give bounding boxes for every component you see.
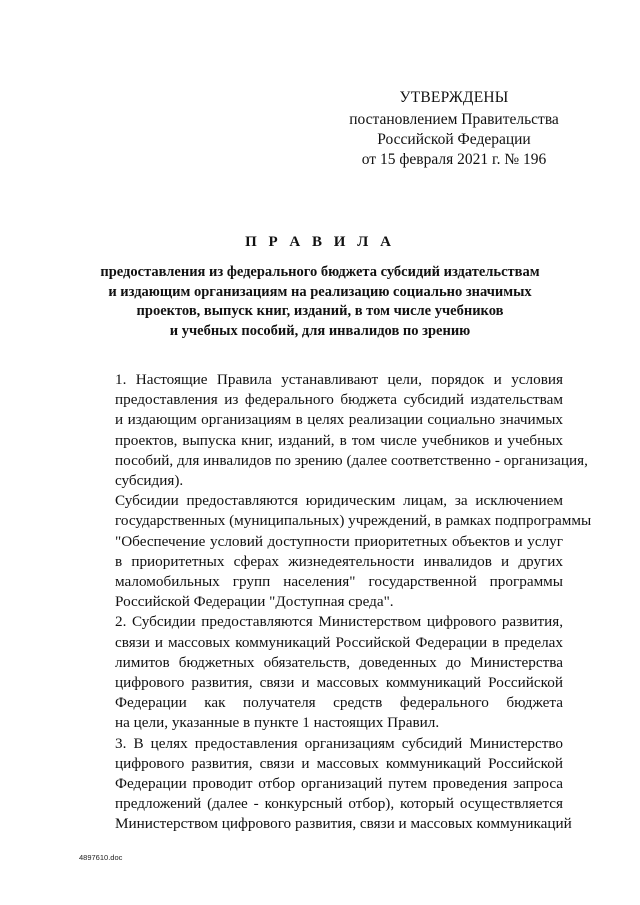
paragraph-2 — [78, 491, 592, 612]
text-line: "Обеспечение условий доступности приоритетных объектов и услуг — [115, 532, 563, 550]
document-file-id: 4897610.doc — [79, 853, 123, 862]
text-line: Министерством цифрового развития, связи и массовых коммуникаций — [115, 815, 572, 833]
approval-heading: УТВЕРЖДЕНЫ — [399, 89, 509, 106]
paragraph-3 — [78, 612, 563, 733]
text-line: в приоритетных сферах жизнедеятельности инвалидов и других — [115, 552, 563, 570]
text-line: маломобильных групп населения" государственной программы — [115, 573, 563, 591]
text-line: государственных (муниципальных) учреждений, в рамках подпрограммы — [115, 512, 592, 530]
subtitle-line: предоставления из федерального бюджета субсидий издательствам — [100, 264, 540, 280]
document-title: П Р А В И Л А — [245, 234, 395, 250]
text-line: связи и массовых коммуникаций Российской Федерации в пределах — [115, 633, 563, 651]
text-line: предоставления из федерального бюджета субсидий издательствам — [115, 391, 563, 409]
subtitle-line: проектов, выпуск книг, изданий, в том числе учебников — [136, 303, 504, 319]
text-line: предложений (далее - конкурсный отбор), который осуществляется — [115, 795, 563, 813]
text-line: 1. Настоящие Правила устанавливают цели, порядок и условия — [115, 371, 563, 388]
subtitle-line: и издающим организациям на реализацию социально значимых — [108, 283, 532, 300]
text-line: проектов, выпуска книг, изданий, в том числе учебников и учебных — [115, 431, 563, 449]
text-line: пособий, для инвалидов по зрению (далее соответственно - организация, — [115, 451, 588, 469]
text-line: субсидия). — [115, 472, 184, 490]
text-line: Федерации как получателя средств федерального бюджета — [115, 694, 563, 712]
document-subtitle — [60, 263, 580, 341]
text-line: Субсидии предоставляются юридическим лицам, за исключением — [115, 492, 563, 510]
text-line: Российской Федерации "Доступная среда". — [115, 593, 394, 611]
approval-line-2: Российской Федерации — [377, 131, 531, 148]
approval-line-1: постановлением Правительства — [349, 111, 559, 128]
paragraph-4 — [78, 734, 572, 835]
text-line: 3. В целях предоставления организациям субсидий Министерство — [115, 734, 563, 752]
text-line: лимитов бюджетных обязательств, доведенных до Министерства — [115, 653, 563, 671]
text-line: цифрового развития, связи и массовых коммуникаций Российской — [115, 674, 563, 692]
text-line: и издающим организациям в целях реализации социально значимых — [115, 411, 563, 429]
text-line: на цели, указанные в пункте 1 настоящих Правил. — [115, 714, 440, 732]
text-line: 2. Субсидии предоставляются Министерством цифрового развития, — [115, 613, 563, 631]
text-line: цифрового развития, связи и массовых коммуникаций Российской — [115, 754, 563, 772]
paragraph-1 — [78, 370, 588, 491]
text-line: Федерации проводит отбор организаций путем проведения запроса — [115, 775, 563, 793]
document-body — [78, 370, 592, 835]
approval-block — [334, 88, 574, 170]
subtitle-line: и учебных пособий, для инвалидов по зрению — [169, 322, 471, 339]
approval-line-3: от 15 февраля 2021 г. № 196 — [361, 151, 547, 168]
